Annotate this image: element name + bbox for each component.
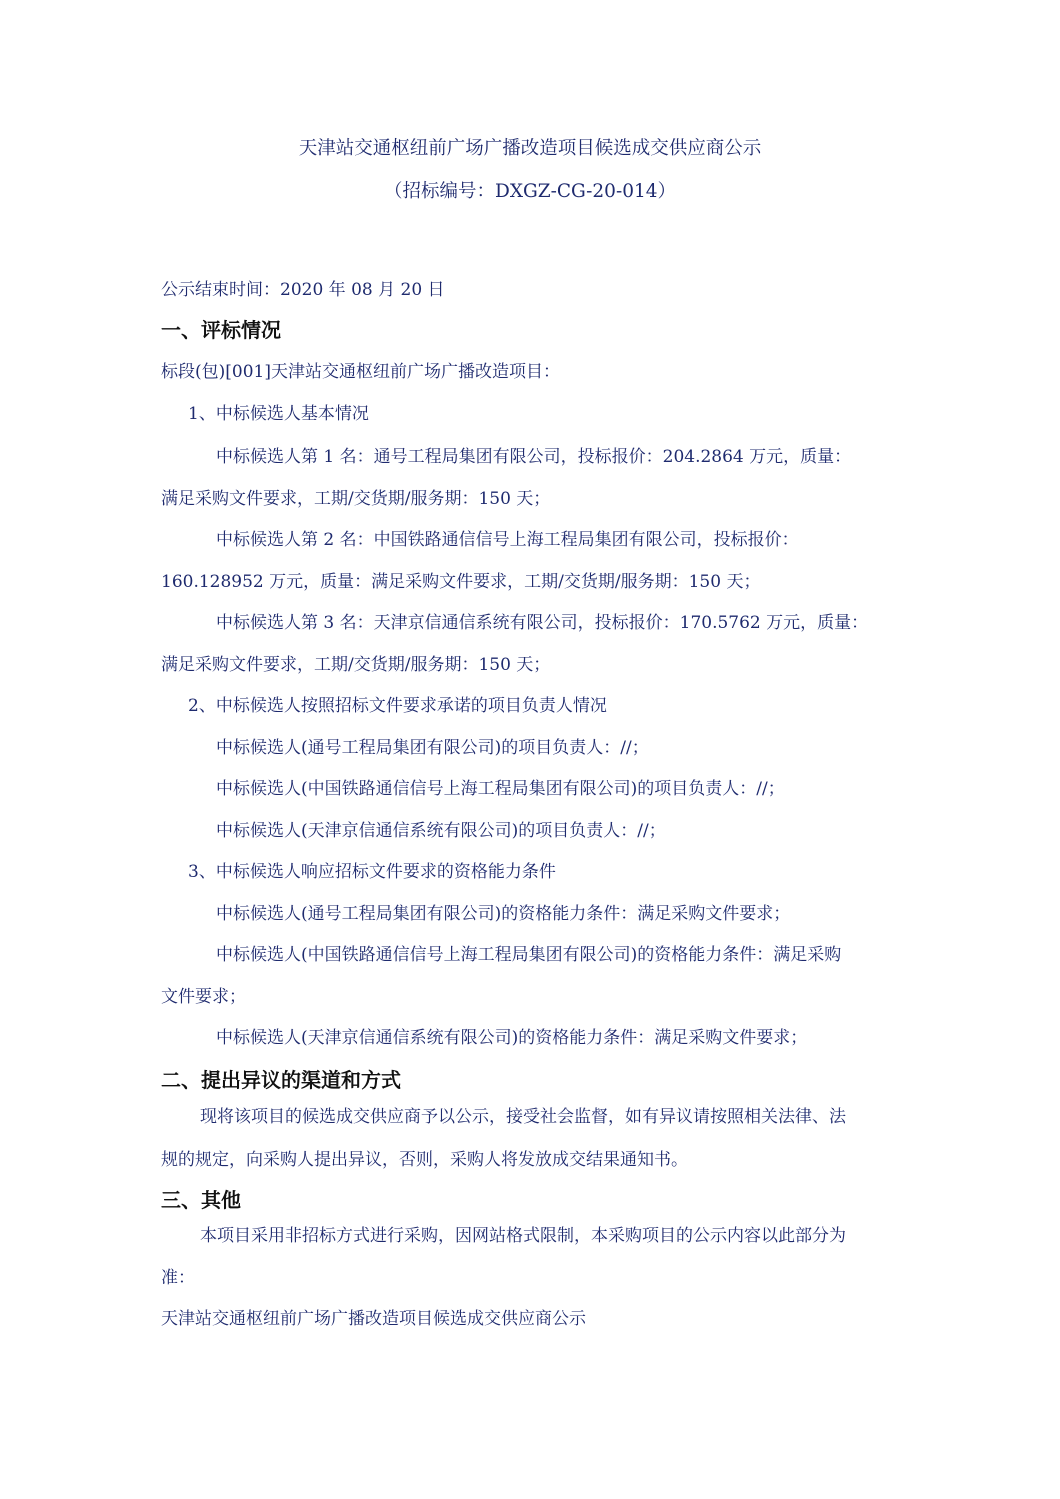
section-3-heading: 三、其他 (161, 1188, 241, 1212)
candidate-3-line-2: 满足采购文件要求，工期/交货期/服务期：150 天； (161, 655, 551, 675)
project-lead-3: 中标候选人(天津京信通信系统有限公司)的项目负责人：//； (216, 821, 666, 841)
section-2-heading: 二、提出异议的渠道和方式 (161, 1068, 401, 1092)
subsection-3-heading: 3、中标候选人响应招标文件要求的资格能力条件 (188, 862, 556, 882)
project-lead-1: 中标候选人(通号工程局集团有限公司)的项目负责人：//； (216, 738, 649, 758)
candidate-2-line-2: 160.128952 万元，质量：满足采购文件要求，工期/交货期/服务期：150 天； (161, 572, 761, 592)
publicity-end-time: 公示结束时间：2020 年 08 月 20 日 (161, 280, 445, 300)
qualification-2-line-2: 文件要求； (161, 987, 246, 1007)
subsection-2-heading: 2、中标候选人按照招标文件要求承诺的项目负责人情况 (188, 696, 607, 716)
project-lead-2: 中标候选人(中国铁路通信信号上海工程局集团有限公司)的项目负责人：//； (216, 779, 785, 799)
objection-paragraph-line-2: 规的规定，向采购人提出异议，否则，采购人将发放成交结果通知书。 (161, 1150, 688, 1170)
candidate-1-line-1: 中标候选人第 1 名：通号工程局集团有限公司，投标报价：204.2864 万元，质量： (216, 447, 852, 467)
candidate-2-line-1: 中标候选人第 2 名：中国铁路通信信号上海工程局集团有限公司，投标报价： (216, 530, 799, 550)
lot-line: 标段(包)[001]天津站交通枢纽前广场广播改造项目： (161, 362, 560, 382)
objection-paragraph-line-1: 现将该项目的候选成交供应商予以公示，接受社会监督，如有异议请按照相关法律、法 (200, 1107, 846, 1127)
other-paragraph-line-2: 准： (161, 1268, 195, 1288)
document-title: 天津站交通枢纽前广场广播改造项目候选成交供应商公示 (298, 138, 762, 159)
section-1-heading: 一、评标情况 (161, 318, 281, 342)
qualification-1: 中标候选人(通号工程局集团有限公司)的资格能力条件：满足采购文件要求； (216, 904, 791, 924)
candidate-3-line-1: 中标候选人第 3 名：天津京信通信系统有限公司，投标报价：170.5762 万元，质量： (216, 613, 869, 633)
subsection-1-heading: 1、中标候选人基本情况 (188, 404, 369, 424)
candidate-1-line-2: 满足采购文件要求，工期/交货期/服务期：150 天； (161, 489, 551, 509)
other-paragraph-line-1: 本项目采用非招标方式进行采购，因网站格式限制，本采购项目的公示内容以此部分为 (200, 1226, 846, 1246)
other-paragraph-line-3: 天津站交通枢纽前广场广播改造项目候选成交供应商公示 (161, 1309, 586, 1329)
qualification-3: 中标候选人(天津京信通信系统有限公司)的资格能力条件：满足采购文件要求； (216, 1028, 808, 1048)
bid-number: （招标编号：DXGZ-CG-20-014） (383, 181, 677, 202)
qualification-2-line-1: 中标候选人(中国铁路通信信号上海工程局集团有限公司)的资格能力条件：满足采购 (216, 945, 842, 965)
